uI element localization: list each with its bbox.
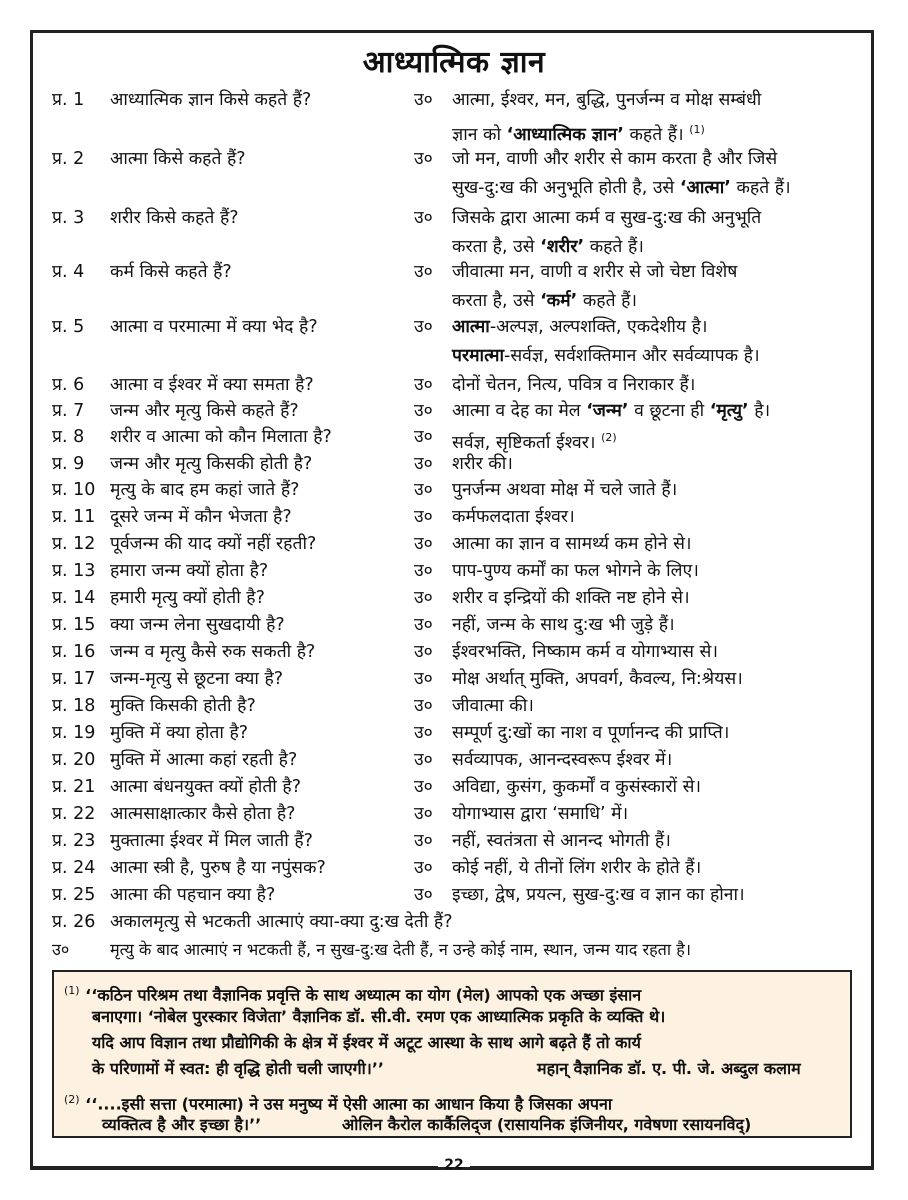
question-number: प्र. 4 xyxy=(52,262,85,282)
note1-line-4 xyxy=(92,1057,888,1081)
answer-label: उ० xyxy=(414,831,433,851)
quote-text: ‘‘....इसी सत्ता (परमात्मा) ने उस मनुष्य में ऐसी आत्मा का आधान किया है जिसका अपना xyxy=(85,1094,613,1114)
answer-text: जीवात्मा की। xyxy=(452,696,534,716)
answer-segment: कहते हैं। xyxy=(584,237,644,257)
answer-text: आत्मा का ज्ञान व सामर्थ्य कम होने से। xyxy=(452,534,692,554)
answer-label: उ० xyxy=(414,401,433,421)
answer-text: मृत्यु के बाद आत्माएं न भटकती हैं, न सुख-दु:ख देती हैं, न उन्हे कोई नाम, स्थान, जन्म याद रहता है। xyxy=(110,940,691,959)
question-text: जन्म व मृत्यु कैसे रुक सकती है? xyxy=(110,642,316,662)
quote-text: के परिणामों में स्वत: ही वृद्धि होती चली जाएगी।’’ xyxy=(92,1059,385,1078)
answer-segment: सुख-दु:ख की अनुभूति होती है, उसे xyxy=(452,178,680,198)
question-number: प्र. 13 xyxy=(52,561,96,581)
question-text: आत्मा व परमात्मा में क्या भेद है? xyxy=(110,317,318,337)
question-number: प्र. 23 xyxy=(52,831,96,851)
page-number: 22 xyxy=(444,1157,464,1173)
question-number: प्र. 18 xyxy=(52,696,96,716)
question-number: प्र. 10 xyxy=(52,480,96,500)
footnote-ref: (2) xyxy=(64,1093,80,1106)
answer-line: जो मन, वाणी और शरीर से काम करता है और जिसे xyxy=(452,149,778,169)
answer-label: उ० xyxy=(414,696,433,716)
answer-segment: कहते हैं। xyxy=(577,291,638,311)
question-text: जन्म-मृत्यु से छूटना क्या है? xyxy=(110,669,284,689)
answer-label: उ० xyxy=(414,750,433,770)
question-text: शरीर किसे कहते हैं? xyxy=(110,208,239,228)
question-number: प्र. 5 xyxy=(52,317,85,337)
question-number: प्र. 8 xyxy=(52,427,85,447)
question-text: आत्मा की पहचान क्या है? xyxy=(110,885,276,905)
question-text: अकालमृत्यु से भटकती आत्माएं क्या-क्या दु:ख देती हैं? xyxy=(110,912,453,932)
question-number: प्र. 19 xyxy=(52,723,96,743)
answer-label: उ० xyxy=(414,642,433,662)
answer-label: उ० xyxy=(414,669,433,689)
quote-text: ‘‘कठिन परिश्रम तथा वैज्ञानिक प्रवृत्ति के साथ अध्यात्म का योग (मेल) आपको एक अच्छा इंसान xyxy=(85,985,642,1005)
answer-segment: -सर्वज्ञ, सर्वशक्तिमान और सर्वव्यापक है। xyxy=(504,346,760,366)
question-text: जन्म और मृत्यु किसकी होती है? xyxy=(110,454,313,474)
answer-line: जीवात्मा मन, वाणी व शरीर से जो चेष्टा विशेष xyxy=(452,262,738,282)
answer-text xyxy=(452,313,852,371)
question-text: आत्मसाक्षात्कार कैसे होता है? xyxy=(110,804,296,824)
question-number: प्र. 22 xyxy=(52,804,96,824)
answer-term: ‘कर्म’ xyxy=(540,291,578,311)
question-number: प्र. 21 xyxy=(52,777,96,797)
answer-term: ‘आध्यात्मिक ज्ञान’ xyxy=(506,124,624,145)
answer-text xyxy=(452,204,852,262)
footnote-ref: (1) xyxy=(689,123,705,136)
answer-label: उ० xyxy=(414,777,433,797)
question-number: प्र. 26 xyxy=(52,912,96,932)
qa-row-26-answer xyxy=(52,935,852,964)
question-text: आत्मा किसे कहते हैं? xyxy=(110,149,246,169)
answer-label: उ० xyxy=(414,208,433,228)
answer-text: नहीं, स्वतंत्रता से आनन्द भोगती हैं। xyxy=(452,831,671,851)
question-text: पूर्वजन्म की याद क्यों नहीं रहती? xyxy=(110,534,317,554)
answer-segment: आत्मा व देह का मेल xyxy=(452,401,587,421)
answer-text: ईश्वरभक्ति, निष्काम कर्म व योगाभ्यास से। xyxy=(452,642,718,662)
answer-label: उ० xyxy=(52,940,70,959)
answer-text: सम्पूर्ण दु:खों का नाश व पूर्णानन्द की प्राप्ति। xyxy=(452,723,730,743)
answer-text: अविद्या, कुसंग, कुकर्मों व कुसंस्कारों से। xyxy=(452,777,702,797)
quote-text: व्यक्तित्व है और इच्छा है।’’ xyxy=(102,1115,262,1134)
question-text: जन्म और मृत्यु किसे कहते हैं? xyxy=(110,401,299,421)
question-number: प्र. 15 xyxy=(52,615,96,635)
question-text: मुक्ति में आत्मा कहां रहती है? xyxy=(110,750,298,770)
answer-segment: है। xyxy=(748,401,771,421)
footnote-ref: (2) xyxy=(601,431,617,444)
note2-author: ओलिन कैरोल कार्कैलिद्ज (रासायनिक इंजिनीयर, गवेषणा रसायनविद्) xyxy=(342,1115,752,1134)
note1-line-1 xyxy=(64,979,860,1007)
answer-text: इच्छा, द्वेष, प्रयत्न, सुख-दु:ख व ज्ञान का होना। xyxy=(452,885,745,905)
page-title: आध्यात्मिक ज्ञान xyxy=(362,45,546,80)
answer-term: ‘शरीर’ xyxy=(540,237,585,257)
answer-label: उ० xyxy=(414,885,433,905)
answer-label: उ० xyxy=(414,615,433,635)
note2-line-2 xyxy=(102,1113,898,1137)
note1-line-3: यदि आप विज्ञान तथा प्रौद्योगिकी के क्षेत्र में ईश्वर में अटूट आस्था के साथ आगे बढ़ते हैं तो कार्य xyxy=(92,1033,641,1052)
question-text: हमारी मृत्यु क्यों होती है? xyxy=(110,588,265,608)
question-number: प्र. 17 xyxy=(52,669,96,689)
question-text: कर्म किसे कहते हैं? xyxy=(110,262,232,282)
answer-segment: करता है, उसे xyxy=(452,237,541,257)
answer-segment: -अल्पज्ञ, अल्पशक्ति, एकदेशीय है। xyxy=(489,317,708,337)
question-text: शरीर व आत्मा को कौन मिलाता है? xyxy=(110,427,332,447)
answer-text: दोनों चेतन, नित्य, पवित्र व निराकार हैं। xyxy=(452,375,696,395)
note1-author: महान् वैज्ञानिक डॉ. ए. पी. जे. अब्दुल कलाम xyxy=(537,1059,801,1078)
question-number: प्र. 11 xyxy=(52,507,96,527)
answer-segment: सर्वज्ञ, सृष्टिकर्ता ईश्वर। xyxy=(452,432,596,453)
question-number: प्र. 7 xyxy=(52,401,85,421)
answer-label: उ० xyxy=(414,262,433,282)
question-number: प्र. 16 xyxy=(52,642,96,662)
answer-text: शरीर की। xyxy=(452,454,513,474)
answer-label: उ० xyxy=(414,480,433,500)
question-text: आत्मा व ईश्वर में क्या समता है? xyxy=(110,375,314,395)
note1-line-2: बनाएगा। ‘नोबेल पुरस्कार विजेता’ वैज्ञानिक डॉ. सी.वी. रमण एक आध्यात्मिक प्रकृति के व्यक्ति थे। xyxy=(92,1007,666,1026)
answer-label: उ० xyxy=(414,454,433,474)
question-number: प्र. 12 xyxy=(52,534,96,554)
question-number: प्र. 6 xyxy=(52,375,85,395)
question-number: प्र. 1 xyxy=(52,90,85,110)
question-number: प्र. 14 xyxy=(52,588,96,608)
question-number: प्र. 3 xyxy=(52,208,85,228)
answer-text: सर्वव्यापक, आनन्दस्वरूप ईश्वर में। xyxy=(452,750,673,770)
answer-label: उ० xyxy=(414,507,433,527)
answer-label: उ० xyxy=(414,723,433,743)
qa-row-26-question xyxy=(52,908,852,937)
answer-text: मोक्ष अर्थात् मुक्ति, अपवर्ग, कैवल्य, नि:श्रेयस। xyxy=(452,669,743,689)
question-text: दूसरे जन्म में कौन भेजता है? xyxy=(110,507,292,527)
answer-text: पुनर्जन्म अथवा मोक्ष में चले जाते हैं। xyxy=(452,480,678,500)
question-text: क्या जन्म लेना सुखदायी है? xyxy=(110,615,285,635)
answer-segment: कहते हैं। xyxy=(730,178,791,198)
question-text: मुक्तात्मा ईश्वर में मिल जाती हैं? xyxy=(110,831,313,851)
answer-segment: करता है, उसे xyxy=(452,291,541,311)
answer-label: उ० xyxy=(414,149,433,169)
question-number: प्र. 24 xyxy=(52,858,96,878)
answer-term: आत्मा xyxy=(452,317,490,337)
answer-label: उ० xyxy=(414,561,433,581)
question-number: प्र. 25 xyxy=(52,885,96,905)
answer-text: पाप-पुण्य कर्मों का फल भोगने के लिए। xyxy=(452,561,699,581)
answer-label: उ० xyxy=(414,317,433,337)
answer-term: ‘आत्मा’ xyxy=(679,178,731,198)
question-text: मृत्यु के बाद हम कहां जाते हैं? xyxy=(110,480,300,500)
answer-line: जिसके द्वारा आत्मा कर्म व सुख-दु:ख की अनुभूति xyxy=(452,208,762,228)
answer-label: उ० xyxy=(414,588,433,608)
answer-term: ‘मृत्यु’ xyxy=(709,401,749,421)
question-text: मुक्ति किसकी होती है? xyxy=(110,696,256,716)
answer-text: कर्मफलदाता ईश्वर। xyxy=(452,507,575,527)
answer-text: नहीं, जन्म के साथ दु:ख भी जुड़े हैं। xyxy=(452,615,675,635)
answer-label: उ० xyxy=(414,858,433,878)
answer-segment: कहते हैं। xyxy=(623,124,684,145)
answer-text xyxy=(452,397,852,426)
answer-text: शरीर व इन्द्रियों की शक्ति नष्ट होने से। xyxy=(452,588,690,608)
answer-line: आत्मा, ईश्वर, मन, बुद्धि, पुनर्जन्म व मोक्ष सम्बंधी xyxy=(452,90,762,110)
answer-label: उ० xyxy=(414,427,433,447)
footnotes-box xyxy=(52,970,852,1138)
answer-text xyxy=(452,145,852,203)
question-text: आध्यात्मिक ज्ञान किसे कहते हैं? xyxy=(110,90,312,110)
question-text: हमारा जन्म क्यों होता है? xyxy=(110,561,269,581)
answer-label: उ० xyxy=(414,534,433,554)
footnote-ref: (1) xyxy=(64,984,80,997)
answer-text xyxy=(452,86,852,150)
question-text: आत्मा बंधनयुक्त क्यों होती है? xyxy=(110,777,301,797)
answer-segment: व छूटना ही xyxy=(628,401,710,421)
answer-term: ‘जन्म’ xyxy=(586,401,629,421)
answer-term: परमात्मा xyxy=(452,346,505,366)
answer-segment: ज्ञान को xyxy=(452,124,507,145)
question-number: प्र. 20 xyxy=(52,750,96,770)
question-number: प्र. 9 xyxy=(52,454,85,474)
answer-text: कोई नहीं, ये तीनों लिंग शरीर के होते हैं। xyxy=(452,858,702,878)
answer-label: उ० xyxy=(414,375,433,395)
question-number: प्र. 2 xyxy=(52,149,85,169)
question-text: आत्मा स्त्री है, पुरुष है या नपुंसक? xyxy=(110,858,326,878)
answer-label: उ० xyxy=(414,804,433,824)
answer-label: उ० xyxy=(414,90,433,110)
answer-text: योगाभ्यास द्वारा ‘समाधि’ में। xyxy=(452,804,629,824)
question-text: मुक्ति में क्या होता है? xyxy=(110,723,249,743)
answer-text xyxy=(452,258,852,316)
